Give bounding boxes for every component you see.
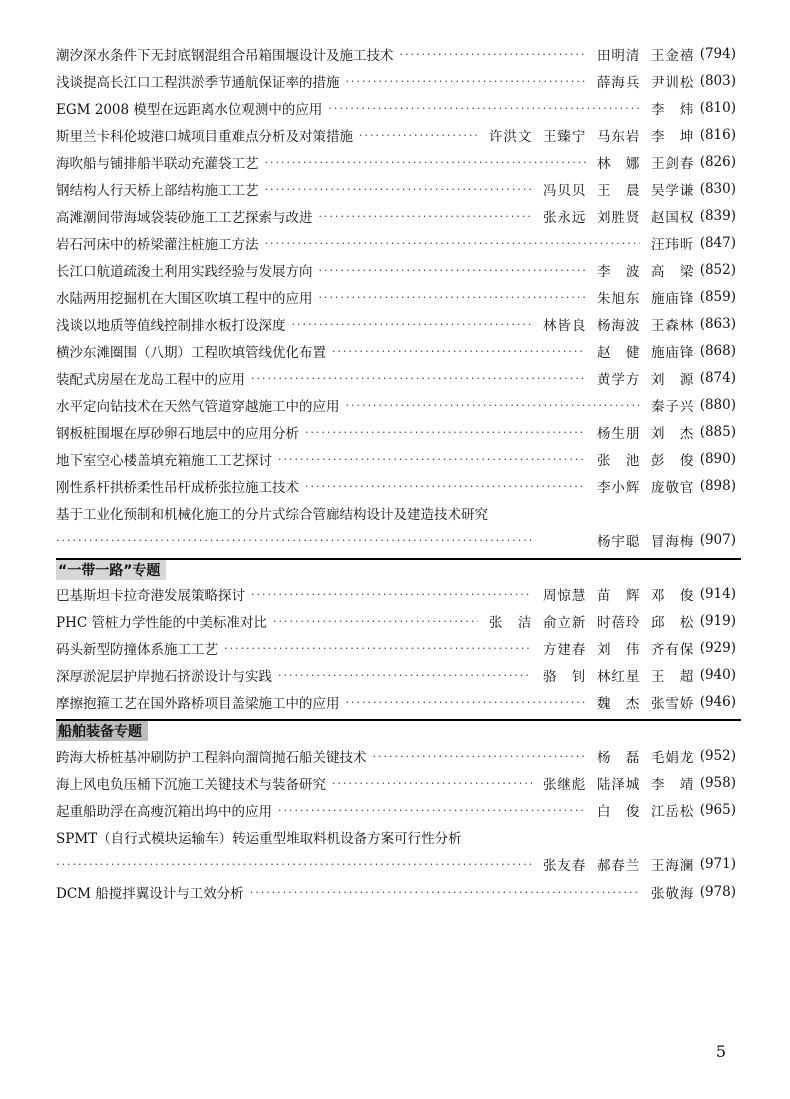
entry-page: (874)	[699, 370, 736, 386]
section-heading-belt-road: “一带一路”专题	[56, 560, 166, 580]
entry-author: 李 炜	[650, 102, 695, 118]
entry-title: 浅谈提高长江口工程洪淤季节通航保证率的措施	[56, 75, 340, 91]
entry-title: EGM 2008 模型在远距离水位观测中的应用	[56, 102, 323, 118]
entry-title: 起重船助浮在高瘦沉箱出坞中的应用	[56, 804, 272, 820]
entry-page: (816)	[699, 127, 736, 143]
entry-authors	[538, 179, 700, 199]
entry-page: (852)	[699, 262, 736, 278]
entry-author: 赵国权	[650, 210, 695, 226]
entry-title: 跨海大桥桩基冲刷防护工程斜向溜筒抛石船关键技术	[56, 750, 367, 766]
entry-title: 高滩潮间带海域袋装砂施工工艺探索与改进	[56, 210, 313, 226]
entry-page: (952)	[699, 748, 736, 764]
entry-author: 张永远	[542, 210, 587, 226]
entry-page: (868)	[699, 343, 736, 359]
entry-title: 基于工业化预制和机械化施工的分片式综合管廊结构设计及建造技术研究	[56, 507, 488, 523]
entry-authors	[592, 152, 700, 172]
toc-entry	[56, 314, 736, 334]
entry-page: (907)	[699, 532, 736, 548]
toc-entry	[56, 638, 736, 658]
entry-page: (803)	[699, 73, 736, 89]
entry-author: 毛娟龙	[650, 750, 695, 766]
entry-author: 江岳松	[650, 804, 695, 820]
entry-author: 杨生朋	[596, 426, 641, 442]
entry-author: 施庙锋	[650, 345, 695, 361]
toc-entry	[56, 665, 736, 685]
entry-page: (847)	[699, 235, 736, 251]
entry-author: 魏 杰	[596, 696, 641, 712]
entry-page: (826)	[699, 154, 736, 170]
toc-entry	[56, 584, 736, 604]
entry-page: (978)	[699, 884, 736, 900]
toc-entry	[56, 233, 736, 253]
entry-title: 码头新型防撞体系施工工艺	[56, 642, 218, 658]
entry-page: (914)	[699, 586, 736, 602]
entry-author: 薛海兵	[596, 75, 641, 91]
entry-page: (859)	[699, 289, 736, 305]
toc-entry	[56, 449, 736, 469]
entry-author: 李小辉	[596, 480, 641, 496]
entry-title: 长江口航道疏浚土利用实践经验与发展方向	[56, 264, 313, 280]
entry-authors	[592, 368, 700, 388]
entry-title: 摩擦抱箍工艺在国外路桥项目盖梁施工中的应用	[56, 696, 340, 712]
toc-entry	[56, 800, 736, 820]
entry-title: DCM 船搅拌翼设计与工效分析	[56, 886, 244, 902]
entry-author: 王 晨	[596, 183, 641, 199]
entry-page: (890)	[699, 451, 736, 467]
entry-page: (794)	[699, 46, 736, 62]
toc-entry	[56, 260, 736, 280]
entry-author: 黄学方	[596, 372, 641, 388]
toc-entry	[56, 368, 736, 388]
entry-title: 岩石河床中的桥梁灌注桩施工方法	[56, 237, 259, 253]
entry-author: 周惊慧	[542, 588, 587, 604]
toc-entry	[56, 287, 736, 307]
entry-authors	[592, 341, 700, 361]
toc-entry	[56, 206, 736, 226]
entry-title: 横沙东滩圈围（八期）工程吹填管线优化布置	[56, 345, 326, 361]
toc-entry	[56, 125, 736, 145]
entry-title: 海吹船与铺排船半联动充灌袋工艺	[56, 156, 259, 172]
toc-entry	[56, 611, 736, 631]
entry-author: 王臻宁	[542, 129, 587, 145]
entry-author: 秦子兴	[650, 399, 695, 415]
toc-entry	[56, 773, 736, 793]
entry-author: 朱旭东	[596, 291, 641, 307]
entry-title: 潮汐深水条件下无封底钢混组合吊箱围堰设计及施工技术	[56, 48, 394, 64]
entry-author: 李 坤	[650, 129, 695, 145]
entry-author: 张 洁	[488, 615, 533, 631]
entry-author: 林皆良	[542, 318, 587, 334]
entry-author: 王金禧	[650, 48, 695, 64]
toc-entry	[56, 422, 736, 442]
entry-author: 刘胜贤	[596, 210, 641, 226]
entry-title: 刚性系杆拱桥柔性吊杆成桥张拉施工技术	[56, 480, 299, 496]
toc-entry	[56, 395, 736, 415]
toc-long-entry	[56, 503, 736, 550]
entry-authors	[538, 584, 700, 604]
entry-authors	[592, 71, 700, 91]
entry-page: (958)	[699, 775, 736, 791]
section-divider	[56, 719, 741, 721]
toc-entry	[56, 44, 736, 64]
entry-page: (863)	[699, 316, 736, 332]
entry-authors	[646, 233, 700, 253]
section-heading-ship-equipment: 船舶装备专题	[56, 721, 148, 741]
entry-title: 钢结构人行天桥上部结构施工工艺	[56, 183, 259, 199]
entry-title: 地下室空心楼盖填充箱施工工艺探讨	[56, 453, 272, 469]
entry-title: 海上风电负压桶下沉施工关键技术与装备研究	[56, 777, 326, 793]
entry-title: PHC 管桩力学性能的中美标准对比	[56, 615, 267, 631]
entry-author: 杨海波	[596, 318, 641, 334]
entry-authors	[646, 395, 700, 415]
entry-authors	[538, 773, 700, 793]
entry-author: 俞立新	[542, 615, 587, 631]
entry-author: 刘 伟	[596, 642, 641, 658]
entry-title: 深厚淤泥层护岸抛石挤淤设计与实践	[56, 669, 272, 685]
entry-authors	[592, 287, 700, 307]
entry-authors: 杨宇聪 冒海梅	[596, 534, 695, 550]
entry-authors	[592, 692, 700, 712]
entry-title: 水平定向钻技术在天然气管道穿越施工中的应用	[56, 399, 340, 415]
toc-entry	[56, 152, 736, 172]
entry-title: 浅谈以地质等值线控制排水板打设深度	[56, 318, 286, 334]
entry-author: 田明清	[596, 48, 641, 64]
entry-authors	[592, 800, 700, 820]
entry-page: (880)	[699, 397, 736, 413]
entry-author: 时蓓玲	[596, 615, 641, 631]
entry-authors: 张敬海	[650, 886, 695, 902]
entry-author: 彭 俊	[650, 453, 695, 469]
entry-authors	[646, 98, 700, 118]
toc-entry	[56, 179, 736, 199]
entry-author: 李 靖	[650, 777, 695, 793]
entry-authors	[538, 314, 700, 334]
entry-author: 齐有保	[650, 642, 695, 658]
toc-long-entry	[56, 827, 736, 874]
entry-page: (929)	[699, 640, 736, 656]
entry-page: (971)	[699, 856, 736, 872]
entry-author: 杨 磊	[596, 750, 641, 766]
entry-author: 刘 源	[650, 372, 695, 388]
toc-entry	[56, 341, 736, 361]
toc-entry	[56, 746, 736, 766]
entry-page: (965)	[699, 802, 736, 818]
entry-author: 尹训松	[650, 75, 695, 91]
entry-author: 张 池	[596, 453, 641, 469]
entry-page: (919)	[699, 613, 736, 629]
entry-author: 王剑春	[650, 156, 695, 172]
entry-author: 陆泽城	[596, 777, 641, 793]
toc-entry	[56, 882, 736, 902]
entry-authors	[592, 746, 700, 766]
entry-author: 苗 辉	[596, 588, 641, 604]
entry-authors	[484, 125, 700, 145]
entry-authors	[538, 665, 700, 685]
entry-title: 装配式房屋在龙岛工程中的应用	[56, 372, 245, 388]
entry-author: 赵 健	[596, 345, 641, 361]
entry-title: SPMT（自行式模块运输车）转运重型堆取料机设备方案可行性分析	[56, 831, 462, 847]
entry-page: (839)	[699, 208, 736, 224]
page-number: 5	[715, 1042, 726, 1061]
entry-author: 白 俊	[596, 804, 641, 820]
entry-author: 林红星	[596, 669, 641, 685]
entry-title: 斯里兰卡科伦坡港口城项目重难点分析及对策措施	[56, 129, 353, 145]
entry-author: 吴学谦	[650, 183, 695, 199]
entry-author: 邱 松	[650, 615, 695, 631]
toc-entry	[56, 71, 736, 91]
entry-author: 许洪文	[488, 129, 533, 145]
entry-authors: 张友春 郝春兰 王海澜	[542, 858, 695, 874]
entry-author: 林 娜	[596, 156, 641, 172]
entry-authors	[592, 449, 700, 469]
entry-author: 张雪娇	[650, 696, 695, 712]
entry-authors	[592, 44, 700, 64]
entry-title: 钢板桩围堰在厚砂卵石地层中的应用分析	[56, 426, 299, 442]
entry-authors	[538, 206, 700, 226]
entry-page: (810)	[699, 100, 736, 116]
toc-entry	[56, 692, 736, 712]
entry-author: 施庙锋	[650, 291, 695, 307]
entry-author: 冯贝贝	[542, 183, 587, 199]
entry-authors	[592, 476, 700, 496]
entry-authors	[592, 260, 700, 280]
entry-author: 王森林	[650, 318, 695, 334]
toc-entry	[56, 98, 736, 118]
entry-page: (940)	[699, 667, 736, 683]
entry-author: 高 梁	[650, 264, 695, 280]
entry-page: (946)	[699, 694, 736, 710]
entry-author: 刘 杰	[650, 426, 695, 442]
entry-title: 巴基斯坦卡拉奇港发展策略探讨	[56, 588, 245, 604]
entry-page: (898)	[699, 478, 736, 494]
entry-author: 方建春	[542, 642, 587, 658]
entry-author: 马东岩	[596, 129, 641, 145]
entry-title: 水陆两用挖掘机在大围区吹填工程中的应用	[56, 291, 313, 307]
toc-entry	[56, 476, 736, 496]
entry-author: 骆 钊	[542, 669, 587, 685]
entry-author: 李 波	[596, 264, 641, 280]
entry-page: (885)	[699, 424, 736, 440]
entry-author: 邓 俊	[650, 588, 695, 604]
entry-authors	[484, 611, 700, 631]
entry-page: (830)	[699, 181, 736, 197]
entry-author: 庞敬官	[650, 480, 695, 496]
entry-author: 王 超	[650, 669, 695, 685]
entry-author: 汪玮昕	[650, 237, 695, 253]
entry-author: 张继彪	[542, 777, 587, 793]
entry-authors	[538, 638, 700, 658]
entry-authors	[592, 422, 700, 442]
